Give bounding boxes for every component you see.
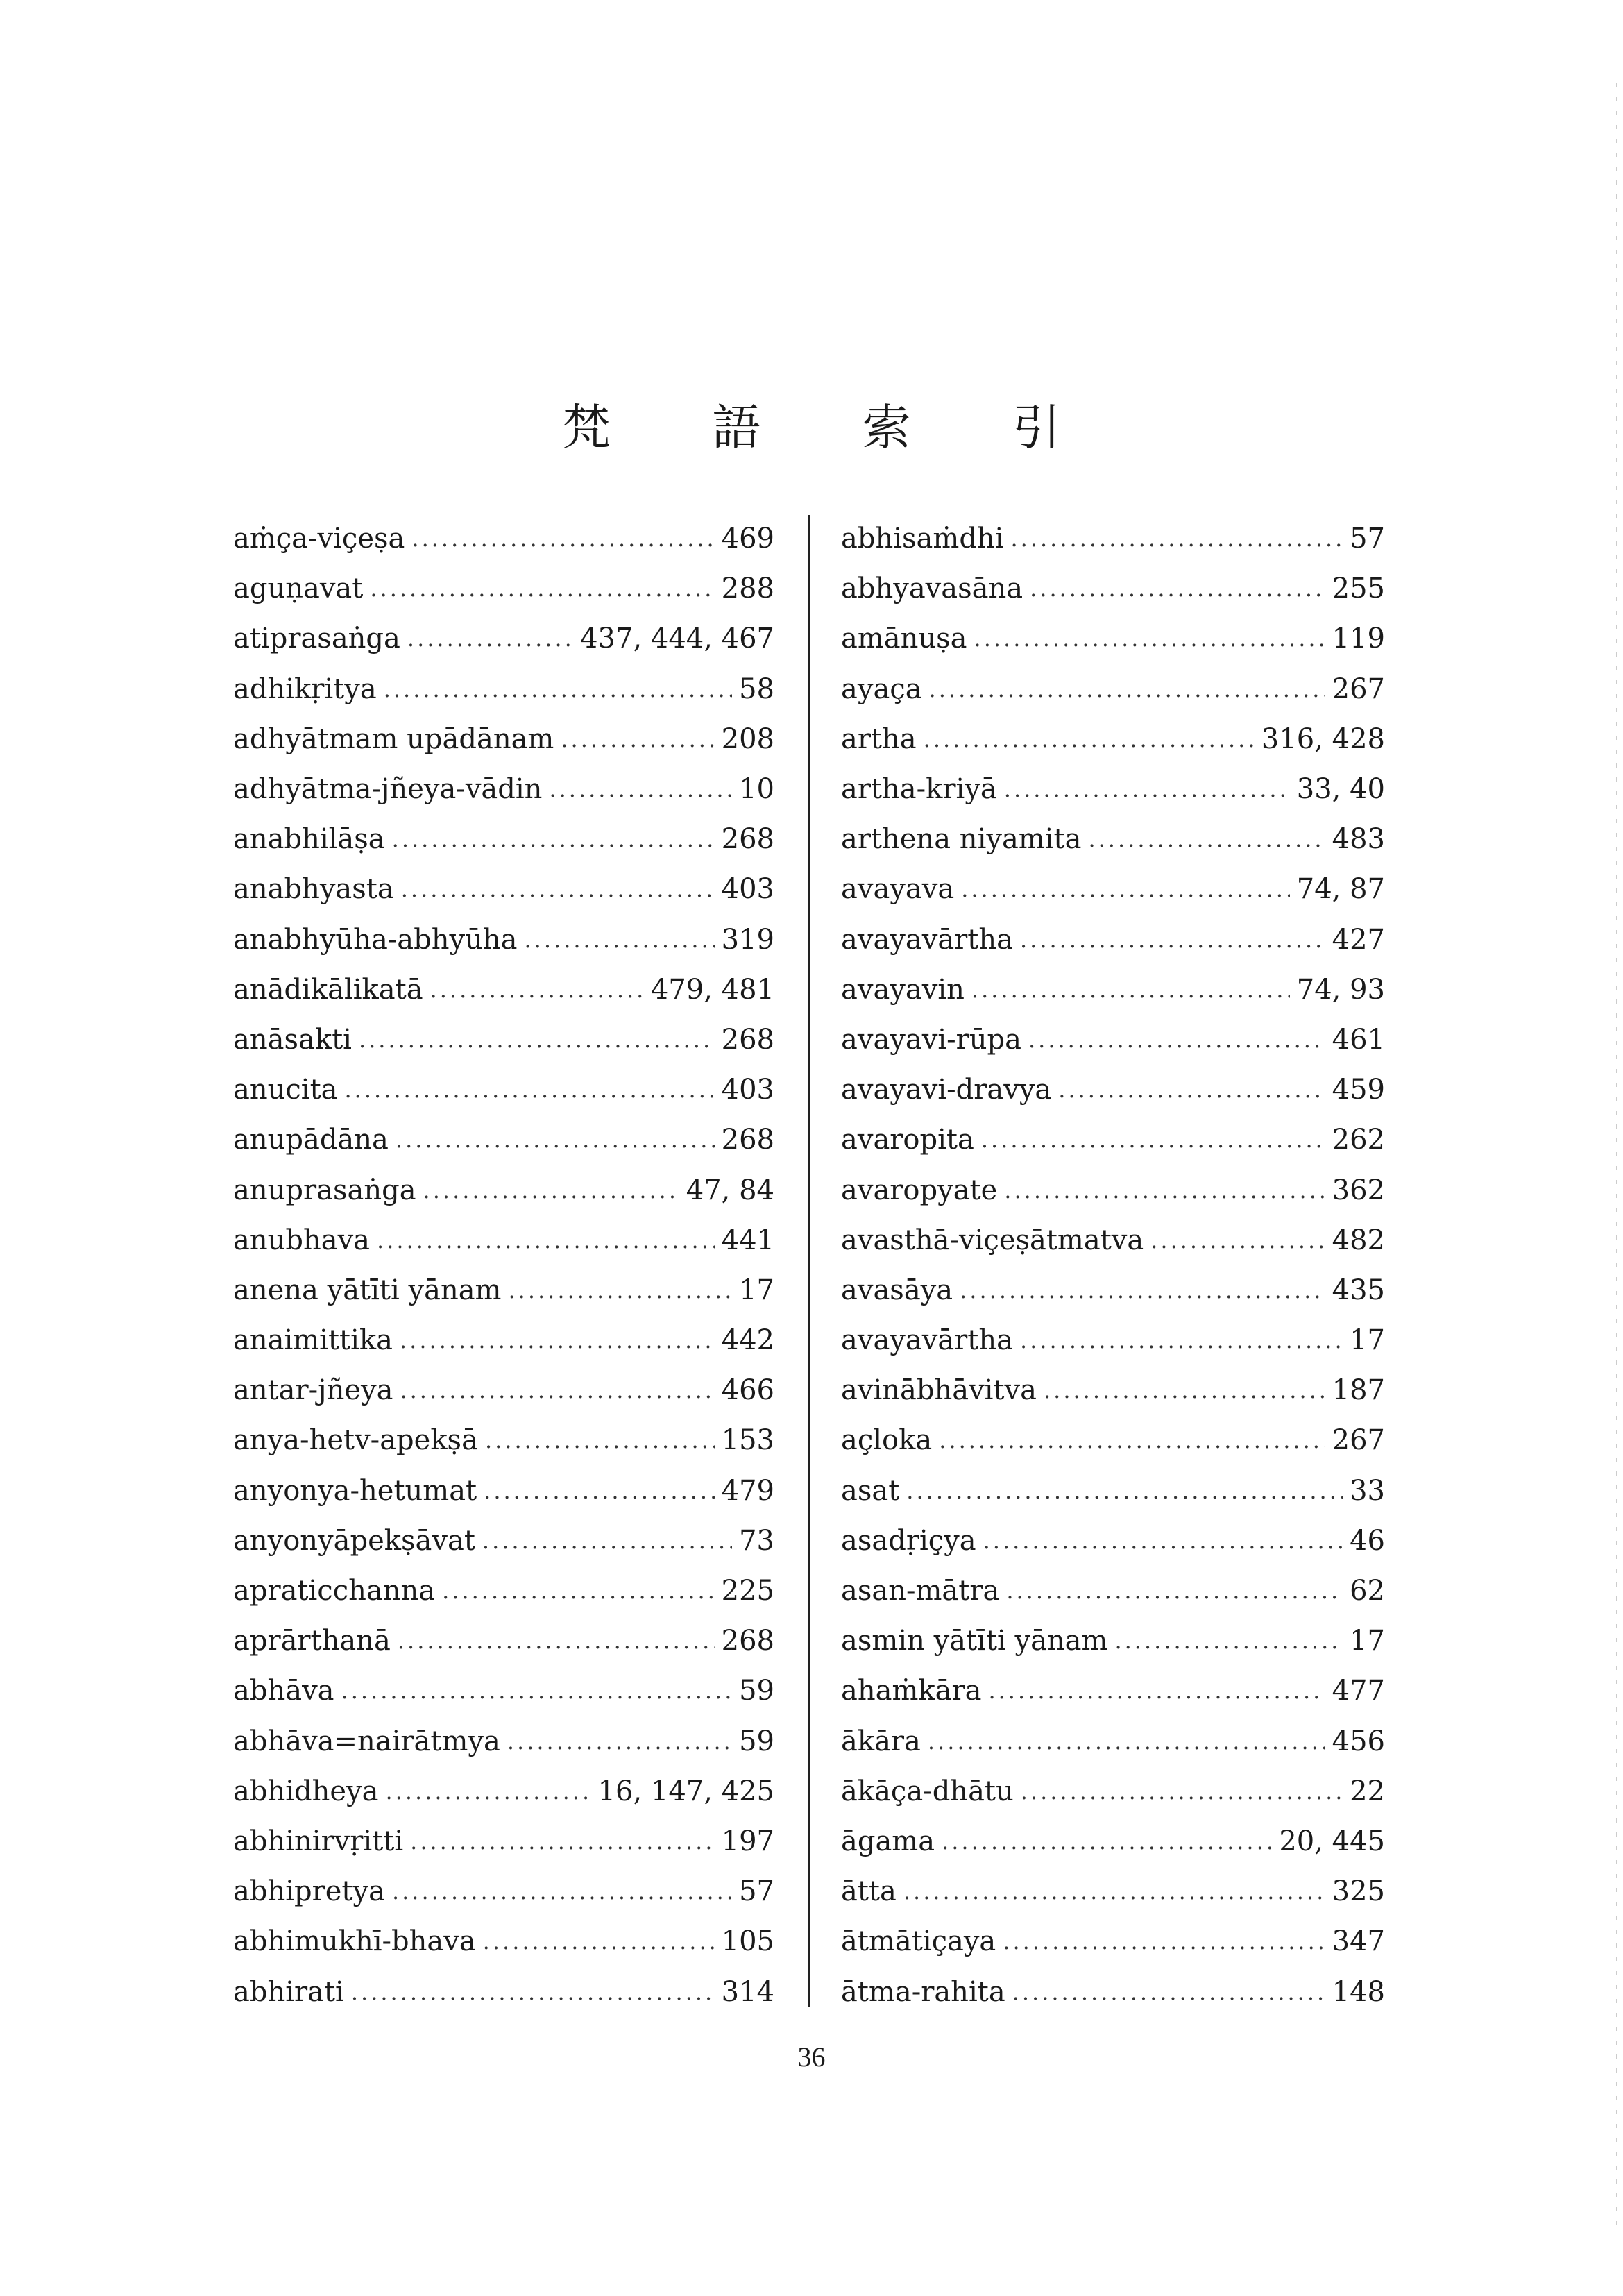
entry-term: aprārthanā	[233, 1625, 391, 1657]
dot-leader	[1021, 1778, 1343, 1805]
entry-term: anāsakti	[233, 1023, 352, 1056]
entry-term: aṁça-viçeṣa	[233, 523, 405, 555]
index-entry	[841, 1966, 1385, 2016]
entry-pages: 442	[721, 1324, 774, 1357]
index-entry	[233, 1916, 774, 1966]
entry-pages: 59	[739, 1725, 774, 1757]
entry-pages: 325	[1332, 1875, 1385, 1908]
entry-term: anādikālikatā	[233, 973, 423, 1006]
entry-term: avayavi-dravya	[841, 1074, 1052, 1106]
index-entry	[233, 614, 774, 664]
entry-pages: 268	[721, 1124, 774, 1156]
entry-term: anabhyūha-abhyūha	[233, 923, 518, 956]
index-entry	[841, 965, 1385, 1015]
dot-leader	[482, 1528, 732, 1554]
entry-pages: 479	[721, 1474, 774, 1507]
entry-term: asat	[841, 1474, 900, 1507]
index-entry	[841, 1415, 1385, 1465]
dot-leader	[400, 1327, 715, 1353]
index-entry	[841, 614, 1385, 664]
entry-term: anena yātīti yānam	[233, 1274, 502, 1306]
index-entry	[233, 1816, 774, 1866]
dot-leader	[384, 676, 732, 702]
entry-term: abhipretya	[233, 1875, 385, 1908]
entry-term: ahaṁkāra	[841, 1675, 982, 1707]
index-entry	[841, 1716, 1385, 1766]
index-entry	[233, 1115, 774, 1165]
entry-term: anyonyāpekṣāvat	[233, 1524, 475, 1557]
entry-pages: 479, 481	[650, 973, 774, 1006]
index-entry	[841, 564, 1385, 614]
dot-leader	[974, 625, 1325, 652]
dot-leader	[392, 826, 715, 852]
index-entry	[233, 1766, 774, 1816]
entry-pages: 73	[739, 1524, 774, 1557]
index-entry	[233, 714, 774, 764]
dot-leader	[1028, 1027, 1325, 1053]
entry-pages: 46	[1350, 1524, 1385, 1557]
index-entry	[841, 1215, 1385, 1265]
index-entry	[841, 1566, 1385, 1616]
entry-term: ātta	[841, 1875, 897, 1908]
index-entry	[233, 814, 774, 864]
entry-pages: 314	[721, 1975, 774, 2008]
page-title: 梵 語 索 引	[562, 399, 1104, 456]
entry-pages: 255	[1332, 573, 1385, 605]
entry-term: ātma-rahita	[841, 1975, 1005, 2008]
entry-pages: 153	[721, 1424, 774, 1457]
entry-pages: 362	[1332, 1174, 1385, 1206]
dot-leader	[370, 575, 714, 602]
dot-leader	[507, 1728, 732, 1755]
index-entry	[841, 1165, 1385, 1215]
entry-pages: 119	[1332, 623, 1385, 655]
dot-leader	[960, 1277, 1325, 1303]
entry-term: avayavārtha	[841, 1324, 1013, 1357]
index-entry	[233, 1616, 774, 1666]
index-entry	[233, 1566, 774, 1616]
dot-leader	[939, 1427, 1325, 1453]
index-entry	[233, 564, 774, 614]
entry-pages: 268	[721, 1625, 774, 1657]
dot-leader	[903, 1878, 1325, 1905]
dot-leader	[561, 726, 714, 752]
index-entry	[233, 1365, 774, 1415]
entry-term: amānuṣa	[841, 623, 967, 655]
entry-pages: 74, 87	[1296, 873, 1385, 906]
entry-term: abhidheya	[233, 1775, 379, 1807]
dot-leader	[508, 1277, 732, 1303]
dot-leader	[971, 977, 1290, 1003]
entry-term: abhāva	[233, 1675, 334, 1707]
entry-term: āgama	[841, 1825, 935, 1857]
entry-pages: 435	[1332, 1274, 1385, 1306]
dot-leader	[1058, 1077, 1325, 1103]
entry-pages: 57	[1350, 523, 1385, 555]
entry-pages: 459	[1332, 1074, 1385, 1106]
dot-leader	[549, 776, 732, 802]
dot-leader	[961, 876, 1290, 902]
entry-term: artha-kriyā	[841, 773, 997, 806]
dot-leader	[377, 1227, 715, 1253]
index-entry	[233, 1165, 774, 1215]
index-entry	[841, 1065, 1385, 1115]
dot-leader	[1006, 1578, 1343, 1604]
dot-leader	[423, 1177, 679, 1204]
index-entry	[233, 1866, 774, 1916]
entry-term: avinābhāvitva	[841, 1374, 1037, 1407]
entry-pages: 57	[739, 1875, 774, 1908]
index-entry	[233, 1015, 774, 1065]
dot-leader	[430, 977, 644, 1003]
entry-term: anaimittika	[233, 1324, 393, 1357]
entry-term: asmin yātīti yānam	[841, 1625, 1108, 1657]
index-entry	[841, 1015, 1385, 1065]
dot-leader	[442, 1578, 715, 1604]
entry-pages: 268	[721, 823, 774, 856]
entry-pages: 22	[1350, 1775, 1385, 1807]
entry-term: ākāça-dhātu	[841, 1775, 1014, 1807]
index-entry	[841, 1666, 1385, 1716]
entry-term: anya-hetv-apekṣā	[233, 1424, 478, 1457]
entry-term: anupādāna	[233, 1124, 389, 1156]
entry-pages: 58	[739, 673, 774, 705]
entry-pages: 267	[1332, 1424, 1385, 1457]
index-entry	[841, 1866, 1385, 1916]
entry-pages: 10	[739, 773, 774, 806]
entry-pages: 208	[721, 723, 774, 755]
dot-leader	[396, 1126, 715, 1153]
dot-leader	[1020, 927, 1325, 953]
entry-pages: 456	[1332, 1725, 1385, 1757]
dot-leader	[1012, 1979, 1325, 2005]
entry-pages: 47, 84	[686, 1174, 774, 1206]
index-entry	[841, 1816, 1385, 1866]
index-entry	[233, 664, 774, 714]
index-column-right	[841, 514, 1385, 2017]
entry-term: abhisaṁdhi	[841, 523, 1004, 555]
dot-leader	[1114, 1628, 1343, 1654]
index-entry	[841, 814, 1385, 864]
entry-term: abhimukhī-bhava	[233, 1925, 476, 1958]
dot-leader	[1088, 826, 1325, 852]
index-entry	[233, 915, 774, 965]
scan-edge-mark	[1616, 83, 1617, 2235]
entry-term: avayava	[841, 873, 955, 906]
dot-leader	[484, 1478, 715, 1504]
entry-pages: 403	[721, 1074, 774, 1106]
index-entry	[841, 1315, 1385, 1365]
index-entry	[841, 1265, 1385, 1315]
index-entry	[233, 1516, 774, 1566]
dot-leader	[407, 625, 573, 652]
entry-term: anubhava	[233, 1224, 371, 1256]
entry-term: anabhilāṣa	[233, 823, 385, 856]
index-entry	[841, 714, 1385, 764]
index-entry	[233, 864, 774, 914]
dot-leader	[906, 1478, 1343, 1504]
dot-leader	[485, 1427, 715, 1453]
dot-leader	[398, 1628, 715, 1654]
entry-term: avaropyate	[841, 1174, 998, 1206]
entry-pages: 33, 40	[1296, 773, 1385, 806]
entry-term: anabhyasta	[233, 873, 394, 906]
index-entry	[233, 1716, 774, 1766]
entry-pages: 262	[1332, 1124, 1385, 1156]
column-divider	[808, 515, 810, 2007]
entry-term: atiprasaṅga	[233, 623, 400, 655]
entry-pages: 267	[1332, 673, 1385, 705]
index-entry	[233, 1215, 774, 1265]
entry-pages: 197	[721, 1825, 774, 1857]
index-entry	[233, 1415, 774, 1465]
dot-leader	[1004, 776, 1290, 802]
dot-leader	[988, 1678, 1325, 1704]
entry-pages: 427	[1332, 923, 1385, 956]
entry-pages: 319	[721, 923, 774, 956]
entry-term: arthena niyamita	[841, 823, 1082, 856]
entry-pages: 17	[1350, 1625, 1385, 1657]
entry-pages: 466	[721, 1374, 774, 1407]
entry-pages: 469	[721, 523, 774, 555]
entry-pages: 268	[721, 1023, 774, 1056]
dot-leader	[928, 1728, 1325, 1755]
dot-leader	[983, 1528, 1343, 1554]
entry-term: adhikṛitya	[233, 673, 377, 705]
index-entry	[841, 1916, 1385, 1966]
dot-leader	[386, 1778, 591, 1805]
index-column-left	[233, 514, 774, 2017]
page-number: 36	[797, 2041, 826, 2073]
dot-leader	[345, 1077, 715, 1103]
entry-term: artha	[841, 723, 917, 755]
index-entry	[233, 764, 774, 814]
dot-leader	[483, 1928, 715, 1955]
entry-term: aguṇavat	[233, 573, 364, 605]
entry-pages: 59	[739, 1675, 774, 1707]
index-entry	[841, 1466, 1385, 1516]
entry-term: abhāva=nairātmya	[233, 1725, 500, 1757]
entry-pages: 148	[1332, 1975, 1385, 2008]
entry-pages: 62	[1350, 1575, 1385, 1607]
dot-leader	[401, 876, 715, 902]
dot-leader	[1150, 1227, 1325, 1253]
entry-pages: 316, 428	[1261, 723, 1385, 755]
entry-pages: 17	[739, 1274, 774, 1306]
dot-leader	[525, 927, 715, 953]
entry-pages: 74, 93	[1296, 973, 1385, 1006]
dot-leader	[981, 1126, 1325, 1153]
index-entry	[233, 965, 774, 1015]
dot-leader	[411, 525, 714, 552]
entry-term: abhirati	[233, 1975, 344, 2008]
entry-pages: 20, 445	[1279, 1825, 1385, 1857]
entry-term: anyonya-hetumat	[233, 1474, 477, 1507]
index-entry	[233, 514, 774, 564]
dot-leader	[929, 676, 1325, 702]
entry-term: avayavārtha	[841, 923, 1013, 956]
entry-term: apraticchanna	[233, 1575, 436, 1607]
index-entry	[841, 514, 1385, 564]
dot-leader	[1010, 525, 1343, 552]
entry-pages: 225	[721, 1575, 774, 1607]
dot-leader	[400, 1377, 714, 1403]
entry-pages: 482	[1332, 1224, 1385, 1256]
dot-leader	[351, 1979, 715, 2005]
dot-leader	[410, 1828, 715, 1855]
index-entry	[841, 864, 1385, 914]
dot-leader	[1030, 575, 1325, 602]
entry-pages: 461	[1332, 1023, 1385, 1056]
index-entry	[841, 915, 1385, 965]
index-entry	[841, 764, 1385, 814]
entry-term: ātmātiçaya	[841, 1925, 996, 1958]
entry-term: adhyātma-jñeya-vādin	[233, 773, 543, 806]
index-entry	[233, 1265, 774, 1315]
entry-term: avaropita	[841, 1124, 974, 1156]
entry-pages: 347	[1332, 1925, 1385, 1958]
index-entry	[841, 1115, 1385, 1165]
dot-leader	[1003, 1928, 1325, 1955]
entry-pages: 483	[1332, 823, 1385, 856]
dot-leader	[942, 1828, 1272, 1855]
entry-pages: 437, 444, 467	[580, 623, 774, 655]
entry-term: ākāra	[841, 1725, 921, 1757]
index-entry	[233, 1315, 774, 1365]
index-entry	[841, 664, 1385, 714]
entry-pages: 16, 147, 425	[597, 1775, 774, 1807]
entry-pages: 403	[721, 873, 774, 906]
entry-term: ayaça	[841, 673, 922, 705]
index-entry	[841, 1365, 1385, 1415]
index-entry	[233, 1466, 774, 1516]
entry-term: anucita	[233, 1074, 338, 1106]
index-entry	[841, 1616, 1385, 1666]
index-entry	[233, 1966, 774, 2016]
dot-leader	[359, 1027, 715, 1053]
entry-term: avasāya	[841, 1274, 953, 1306]
entry-pages: 105	[721, 1925, 774, 1958]
entry-pages: 441	[721, 1224, 774, 1256]
entry-term: avayavi-rūpa	[841, 1023, 1021, 1056]
entry-term: adhyātmam upādānam	[233, 723, 554, 755]
entry-term: asadṛiçya	[841, 1524, 976, 1557]
dot-leader	[924, 726, 1255, 752]
entry-pages: 17	[1350, 1324, 1385, 1357]
entry-pages: 477	[1332, 1675, 1385, 1707]
index-entry	[841, 1766, 1385, 1816]
dot-leader	[1020, 1327, 1343, 1353]
entry-term: anuprasaṅga	[233, 1174, 416, 1206]
entry-term: abhinirvṛitti	[233, 1825, 404, 1857]
entry-pages: 288	[721, 573, 774, 605]
dot-leader	[341, 1678, 733, 1704]
dot-leader	[1044, 1377, 1325, 1403]
entry-term: antar-jñeya	[233, 1374, 393, 1407]
entry-pages: 187	[1332, 1374, 1385, 1407]
entry-term: abhyavasāna	[841, 573, 1023, 605]
entry-term: avasthā-viçeṣātmatva	[841, 1224, 1144, 1256]
index-entry	[233, 1065, 774, 1115]
entry-term: açloka	[841, 1424, 933, 1457]
index-entry	[841, 1516, 1385, 1566]
dot-leader	[392, 1878, 732, 1905]
entry-term: asan-mātra	[841, 1575, 1000, 1607]
entry-pages: 33	[1350, 1474, 1385, 1507]
dot-leader	[1004, 1177, 1325, 1204]
index-entry	[233, 1666, 774, 1716]
entry-term: avayavin	[841, 973, 965, 1006]
